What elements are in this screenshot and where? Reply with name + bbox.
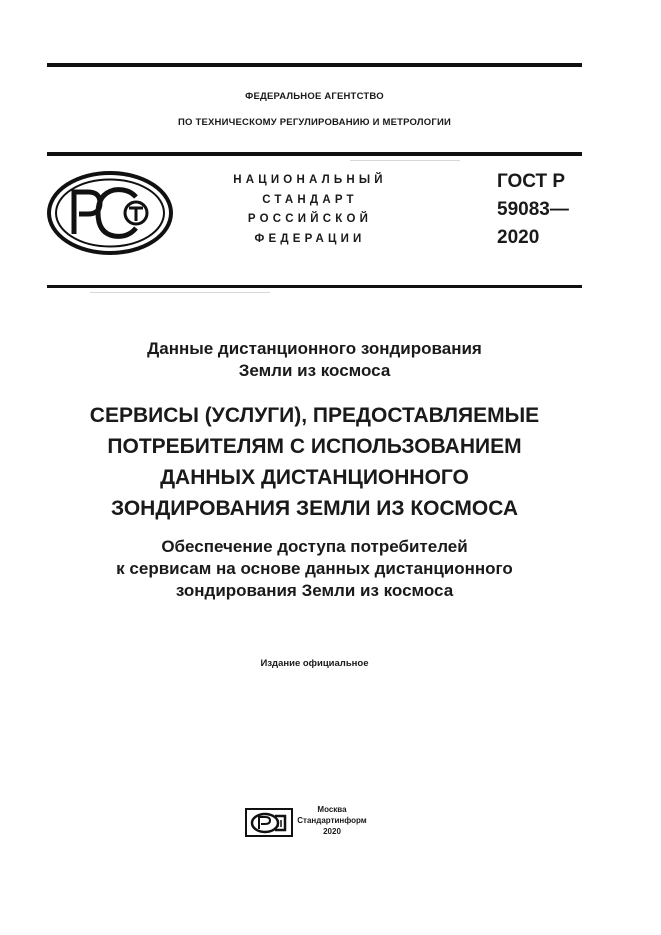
- title-part-2: [47, 400, 582, 524]
- header-bottom-rule: [47, 285, 582, 288]
- scan-artifact: [350, 160, 460, 161]
- publisher-city: Москва: [317, 805, 347, 814]
- title-part-1-line-2: Земли из космоса: [238, 361, 391, 380]
- title-part-3-line-2: к сервисам на основе данных дистанционного: [116, 559, 513, 578]
- standard-type-line-1: НАЦИОНАЛЬНЫЙ: [233, 174, 387, 186]
- title-part-1: [47, 338, 582, 382]
- standard-type-line-3: РОССИЙСКОЙ: [247, 213, 373, 225]
- designation-line-3: 2020: [497, 227, 540, 248]
- publisher-info: [292, 804, 372, 837]
- title-part-3-line-3: зондирования Земли из космоса: [175, 581, 454, 600]
- publisher-logo-icon: [245, 808, 293, 837]
- title-part-2-line-4: ЗОНДИРОВАНИЯ ЗЕМЛИ ИЗ КОСМОСА: [110, 497, 519, 520]
- title-part-1-line-1: Данные дистанционного зондирования: [147, 339, 482, 358]
- standard-type-line-2: СТАНДАРТ: [262, 194, 358, 206]
- agency-line-1: ФЕДЕРАЛЬНОЕ АГЕНТСТВО: [245, 91, 384, 102]
- title-part-3: [47, 536, 582, 602]
- publisher-name: Стандартинформ: [297, 816, 367, 825]
- designation-line-1: ГОСТ Р: [497, 171, 566, 192]
- gost-logo-icon: [46, 170, 174, 256]
- title-part-2-line-3: ДАННЫХ ДИСТАНЦИОННОГО: [160, 466, 469, 489]
- top-rule: [47, 63, 582, 67]
- agency-line-2: ПО ТЕХНИЧЕСКОМУ РЕГУЛИРОВАНИЮ И МЕТРОЛОГИИ: [178, 117, 451, 128]
- scan-artifact: [90, 292, 270, 293]
- publisher-year: 2020: [323, 827, 341, 836]
- title-part-3-line-1: Обеспечение доступа потребителей: [161, 537, 468, 556]
- edition-label: Издание официальное: [260, 658, 369, 669]
- standard-type-line-4: ФЕДЕРАЦИИ: [254, 233, 366, 245]
- header-rule: [47, 152, 582, 156]
- title-part-2-line-1: СЕРВИСЫ (УСЛУГИ), ПРЕДОСТАВЛЯЕМЫЕ: [89, 404, 540, 427]
- designation-line-2: 59083—: [497, 199, 569, 220]
- title-part-2-line-2: ПОТРЕБИТЕЛЯМ С ИСПОЛЬЗОВАНИЕМ: [107, 435, 522, 458]
